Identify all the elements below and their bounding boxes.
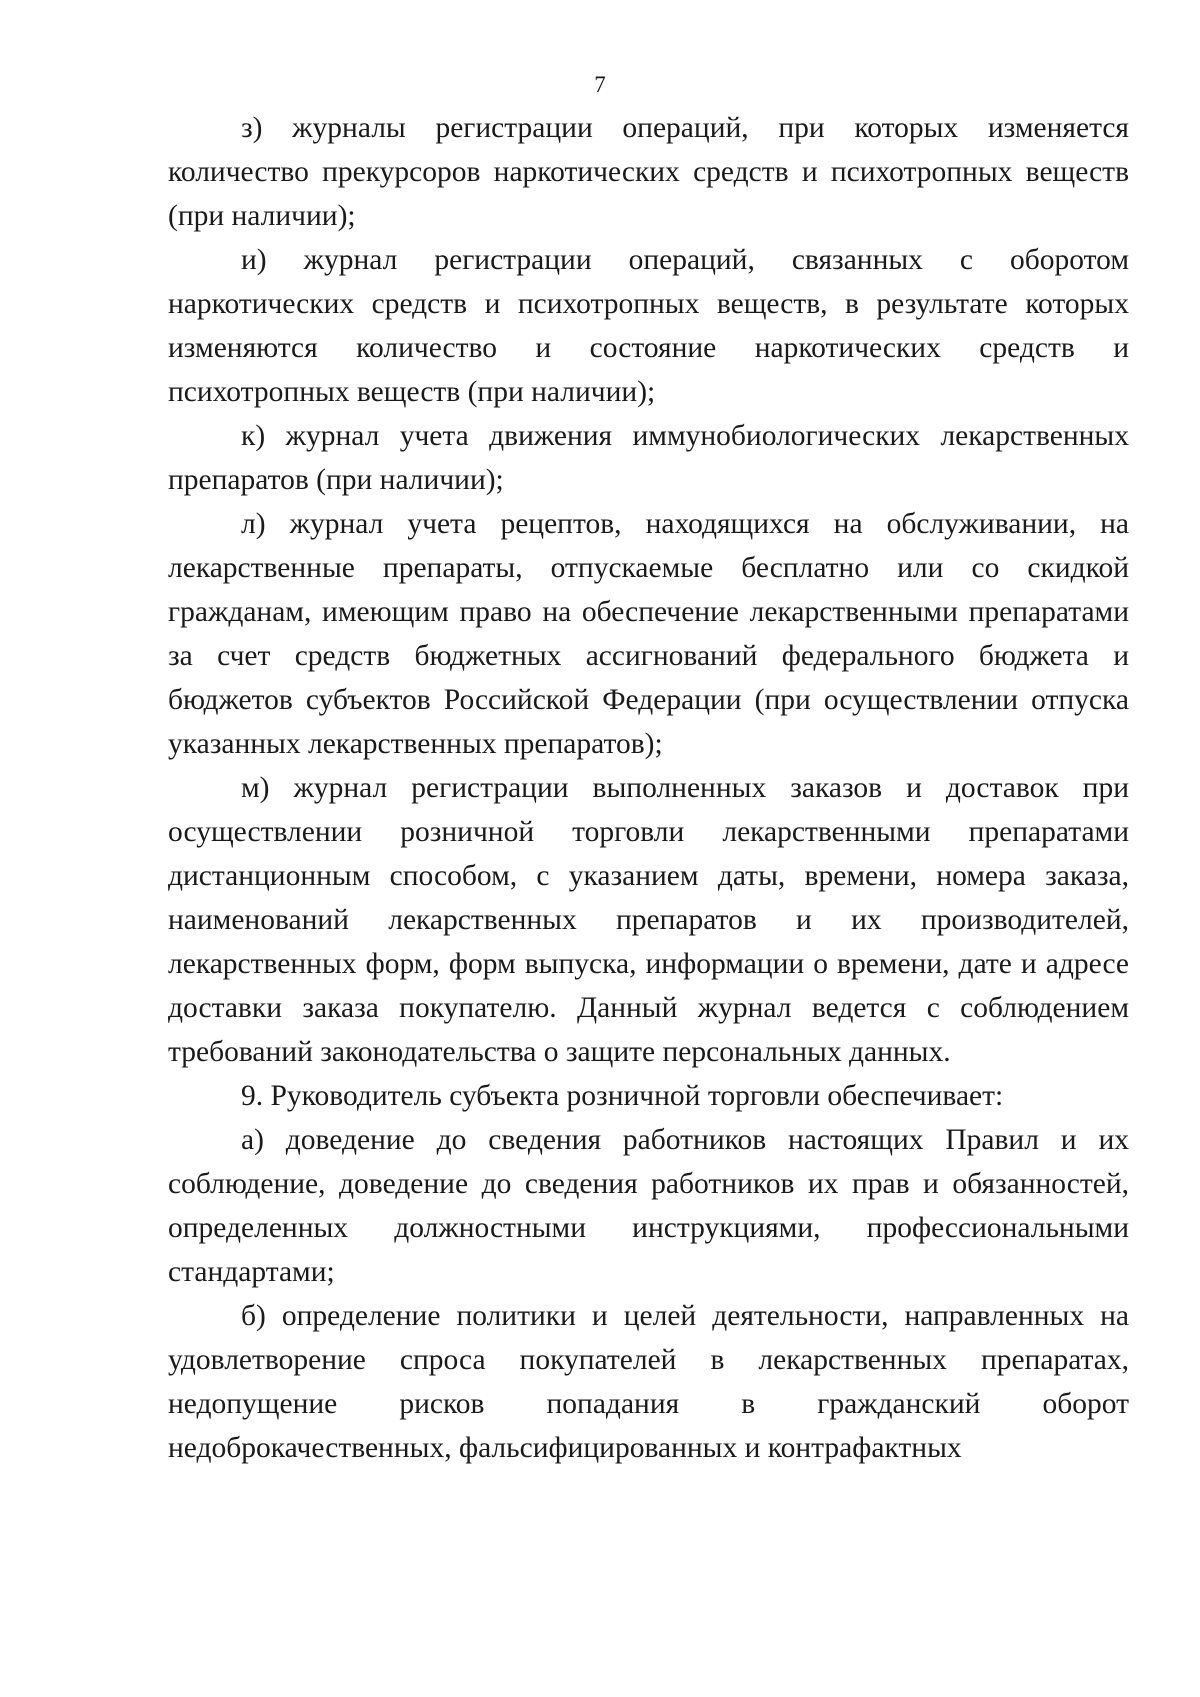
document-body (168, 106, 1129, 1470)
paragraph-i-journal-narcotics: и) журнал регистрации операций, связанных с оборотом наркотических средств и психотропных веществ, в результате которых изменяются количество и состояние наркотических средств и психотропных веществ (при наличии); (168, 244, 1129, 408)
paragraph-l-journal-prescriptions: л) журнал учета рецептов, находящихся на обслуживании, на лекарственные препараты, отпускаемые бесплатно или со скидкой гражданам, имеющим право на обеспечение лекарственными препаратами за счет средств бюджетных ассигнований федерального бюджета и бюджетов субъектов Российской Федерации (при осуществлении отпуска указанных лекарственных препаратов); (168, 508, 1129, 760)
paragraph-b-policy-goals: б) определение политики и целей деятельности, направленных на удовлетворение спроса покупателей в лекарственных препаратах, недопущение рисков попадания в гражданский оборот недоброкачественных, фальсифицированных и контрафактных (168, 1300, 1129, 1464)
paragraph-m-journal-orders: м) журнал регистрации выполненных заказов и доставок при осуществлении розничной торговли лекарственными препаратами дистанционным способом, с указанием даты, времени, номера заказа, наименований лекарственных препаратов и их производителей, лекарственных форм, форм выпуска, информации о времени, дате и адресе доставки заказа покупателю. Данный журнал ведется с соблюдением требований законодательства о защите персональных данных. (168, 772, 1129, 1068)
paragraph-a-informing-staff: а) доведение до сведения работников настоящих Правил и их соблюдение, доведение до сведения работников их прав и обязанностей, определенных должностными инструкциями, профессиональными стандартами; (168, 1124, 1129, 1288)
page-number: 7 (594, 72, 606, 97)
paragraph-k-journal-immunobiological: к) журнал учета движения иммунобиологических лекарственных препаратов (при наличии); (168, 420, 1129, 496)
paragraph-z-journals-precursors: з) журналы регистрации операций, при которых изменяется количество прекурсоров наркотических средств и психотропных веществ (при наличии); (168, 112, 1129, 232)
paragraph-9-head-duties: 9. Руководитель субъекта розничной торговли обеспечивает: (241, 1080, 1004, 1112)
